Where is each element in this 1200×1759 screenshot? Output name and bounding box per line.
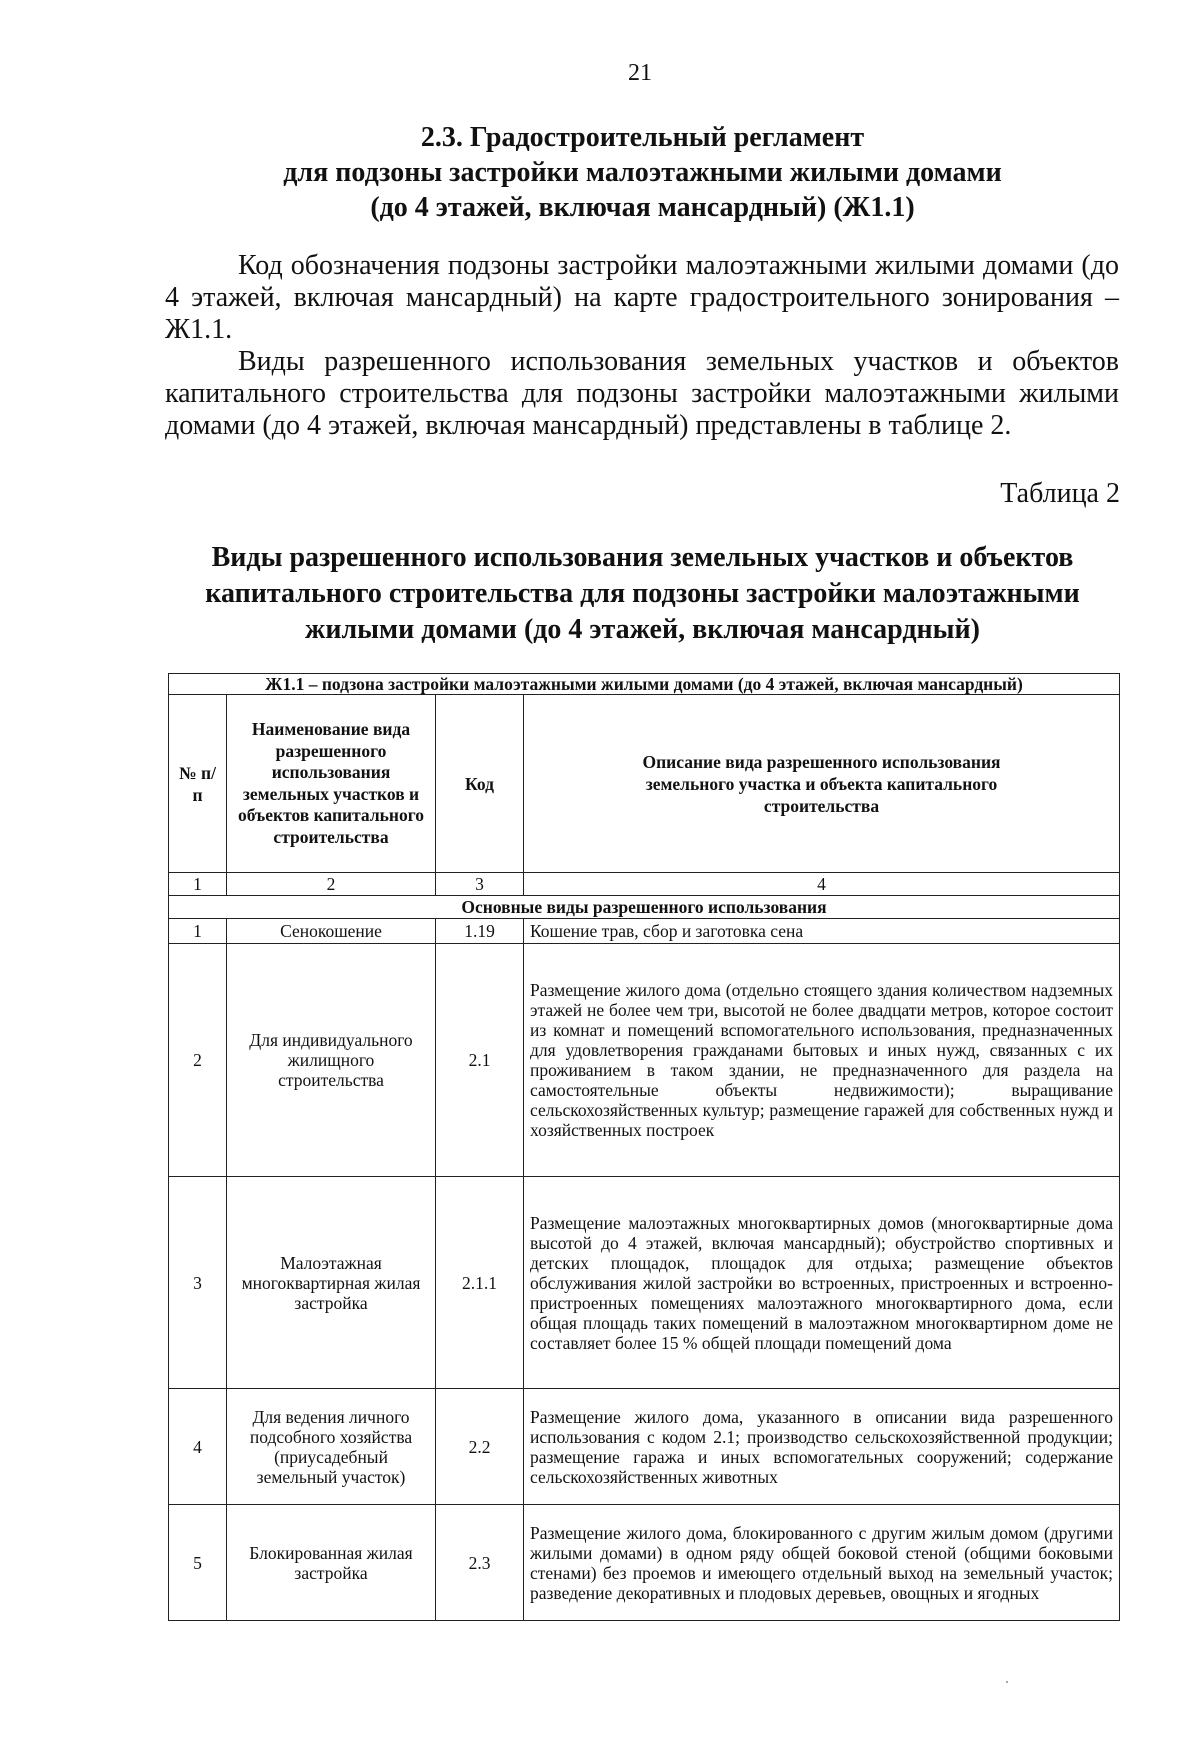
row-name: Для ведения личного подсобного хозяйства (приусадебный земельный участок) <box>227 1389 436 1505</box>
row-name: Блокированная жилая застройка <box>227 1505 436 1621</box>
zone-title-row <box>169 674 1120 695</box>
header-num: № п/п <box>169 695 227 873</box>
row-code: 2.2 <box>436 1389 524 1505</box>
row-desc: Размещение жилого дома, блокированного с другим жилым домом (другими жилыми домами) в одном ряду общей боковой стеной (общими боковыми стенами) без проемов и имеющего отдельный выход на земельный участок; разведение декоративных и плодовых деревьев, овощных и ягодных <box>524 1505 1120 1621</box>
row-desc: Кошение трав, сбор и заготовка сена <box>524 919 1120 944</box>
heading-line-3: (до 4 этажей, включая мансардный) (Ж1.1) <box>370 192 915 223</box>
header-row <box>169 695 1120 873</box>
body-text <box>165 250 1119 442</box>
row-code: 2.1 <box>436 944 524 1177</box>
table-row <box>169 919 1120 944</box>
row-code: 2.1.1 <box>436 1177 524 1389</box>
paragraph-code: Код обозначения подзоны застройки малоэтажными жилыми домами (до 4 этажей, включая мансардный) на карте градостроительного зонирования – Ж1.1. <box>165 250 1119 345</box>
row-num: 2 <box>169 944 227 1177</box>
section-heading <box>165 120 1120 225</box>
row-desc: Размещение жилого дома (отдельно стоящего здания количеством надземных этажей не более чем три, высотой не более двадцати метров, которое состоит из комнат и помещений вспомогательного использования, предназначенных для удовлетворения гражданами бытовых и иных нужд, связанных с их проживанием в таком здании, не предназначенного для раздела на самостоятельные объекты недвижимости); выращивание сельскохозяйственных культур; размещение гаражей для собственных нужд и хозяйственных построек <box>524 944 1120 1177</box>
row-name: Малоэтажная многоквартирная жилая застройка <box>227 1177 436 1389</box>
heading-line-2: для подзоны застройки малоэтажными жилыми домами <box>283 157 1002 188</box>
row-name: Для индивидуального жилищного строительства <box>227 944 436 1177</box>
row-num: 5 <box>169 1505 227 1621</box>
column-number: 3 <box>436 873 524 896</box>
zone-title: Ж1.1 – подзона застройки малоэтажными жилыми домами (до 4 этажей, включая мансардный) <box>169 674 1120 695</box>
table-title-line-2: капитального строительства для подзоны застройки малоэтажными <box>205 578 1080 609</box>
row-num: 4 <box>169 1389 227 1505</box>
row-desc: Размещение жилого дома, указанного в описании вида разрешенного использования с кодом 2.1; производство сельскохозяйственной продукции; размещение гаража и иных вспомогательных сооружений; содержание сельскохозяйственных животных <box>524 1389 1120 1505</box>
row-num: 3 <box>169 1177 227 1389</box>
row-code: 1.19 <box>436 919 524 944</box>
regulation-table <box>168 673 1120 1621</box>
row-desc: Размещение малоэтажных многоквартирных домов (многоквартирные дома высотой до 4 этажей, включая мансардный); обустройство спортивных и детских площадок, площадок для отдыха; размещение объектов обслуживания жилой застройки во встроенных, пристроенных и встроенно-пристроенных помещениях малоэтажного многоквартирного дома, если общая площадь таких помещений в малоэтажном многоквартирном доме не составляет более 15 % общей площади помещений дома <box>524 1177 1120 1389</box>
column-number: 2 <box>227 873 436 896</box>
heading-line-1: 2.3. Градостроительный регламент <box>420 122 865 153</box>
scan-speck <box>1006 1681 1008 1683</box>
header-desc: Описание вида разрешенного использования земельного участка и объекта капитального строительства <box>524 695 1120 873</box>
header-name: Наименование вида разрешенного использования земельных участков и объектов капитального строительства <box>227 695 436 873</box>
page-number: 21 <box>628 60 652 86</box>
table-row <box>169 944 1120 1177</box>
row-num: 1 <box>169 919 227 944</box>
table-label: Таблица 2 <box>1000 478 1120 509</box>
table-title-line-1: Виды разрешенного использования земельных участков и объектов <box>211 542 1074 573</box>
table-row <box>169 1505 1120 1621</box>
table-row <box>169 1389 1120 1505</box>
section-row <box>169 896 1120 919</box>
table-row <box>169 1177 1120 1389</box>
row-code: 2.3 <box>436 1505 524 1621</box>
section-title: Основные виды разрешенного использования <box>169 896 1120 919</box>
table-title <box>165 540 1120 648</box>
column-number: 4 <box>524 873 1120 896</box>
header-code: Код <box>436 695 524 873</box>
row-name: Сенокошение <box>227 919 436 944</box>
table-title-line-3: жилыми домами (до 4 этажей, включая мансардный) <box>305 614 980 645</box>
column-number: 1 <box>169 873 227 896</box>
column-numbers-row <box>169 873 1120 896</box>
paragraph-types: Виды разрешенного использования земельных участков и объектов капитального строительства для подзоны застройки малоэтажными жилыми домами (до 4 этажей, включая мансардный) представлены в таблице 2. <box>165 346 1119 441</box>
